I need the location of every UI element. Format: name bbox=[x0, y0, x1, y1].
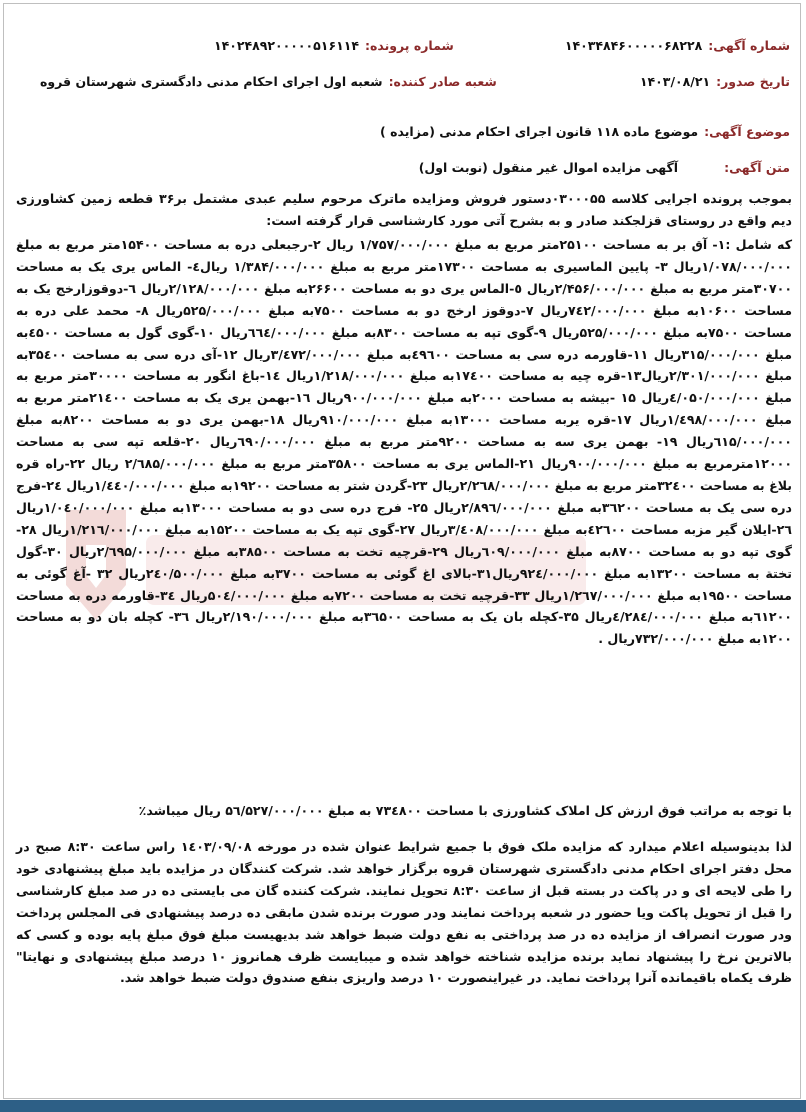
subject-row bbox=[380, 124, 790, 139]
text-label: متن آگهی: bbox=[724, 160, 790, 175]
parcels-paragraph: که شامل :۱- آق بر به مساحت ۲۵۱۰۰متر مربع به مبلغ ۱/۷۵۷/۰۰۰/۰۰۰ ریال ۲-رجبعلی دره به مساحت ۱۵۴۰۰متر مربع به مبلغ ۱/۰۷۸/۰۰۰/۰۰۰ریال ۳- پایین الماسیری به مساحت ۱۷۳۰۰متر مربع به مبلغ ۱/۳۸۴/۰۰۰/۰۰۰ ریال٤- الماس یری یک به مساحت ۳۰۷۰۰متر مربع به مبلغ ۲/۴۵۶/۰۰۰/۰۰۰ریال ٥-الماس یری دو به مساحت ۲۶۶۰۰به مبلغ ۲/۱۲۸/۰۰۰/۰۰۰ریال ٦-دوقوزارخج یک به مساحت ۱۰۶۰۰به مبلغ ۷٤۲/۰۰۰/۰۰۰ریال ۷-دوقوز ارخج دو به مساحت ۷۵۰۰به مبلغ ۵۲۵/۰۰۰/۰۰۰ریال ۸- محمد علی دره به مساحت ۷۵۰۰به مبلغ ۵۲۵/۰۰۰/۰۰۰ریال ۹-گوی تپه به مساحت ۸۳۰۰به مبلغ ٦٦٤/۰۰۰/۰۰۰ریال ۱۰-گوی گول به مساحت ٤۵۰۰به مبلغ ۳۱۵/۰۰۰/۰۰۰ریال ۱۱-قاورمه دره سی به مساحت ٤۹٦۰۰به مبلغ ۳/٤۷۲/۰۰۰/۰۰۰ریال ۱۲-آی دره سی به مساحت ۳۵٤۰۰به مبلغ ۲/۳۰۱/۰۰۰/۰۰۰ریال۱۳-قره چیه به مساحت ۱۷٤۰۰به مبلغ ۱/۲۱۸/۰۰۰/۰۰۰ریال ۱٤-باغ انگور به مساحت ۳۰۰۰۰متر مربع به مبلغ ٤/۰۵۰/۰۰۰/۰۰۰ریال ۱۵ -بیشه به مساحت ۲۰۰۰به مبلغ ۹۰۰/۰۰۰/۰۰۰ریال ۱٦-بهمن یری یک به مساحت ۲۱٤۰۰متر مربع به مبلغ ۱/٤۹۸/۰۰۰/۰۰۰ریال ۱۷-قره یربه مساحت ۱۳۰۰۰به مبلغ ۹۱۰/۰۰۰/۰۰۰ریال ۱۸-بهمن یری دو به مساحت ۸۲۰۰به مبلغ ٦۱۵/۰۰۰/۰۰۰ریال ۱۹- بهمن یری سه به مساحت ۹۲۰۰متر مربع به مبلغ ٦۹۰/۰۰۰/۰۰۰ریال ۲۰-قلعه تپه سی به مساحت ۱۲۰۰۰مترمربع به مبلغ ۹۰۰/۰۰۰/۰۰۰ریال ۲۱-الماس یری به مساحت ۳۵۸۰۰متر مربع به مبلغ ۲/٦۸۵/۰۰۰/۰۰۰ ریال ۲۲-راه قره بلاغ به مساحت ۳۲٤۰۰متر مربع به مبلغ ۲/۲٦۸/۰۰۰/۰۰۰ریال ۲۳-گردن شتر به مساحت ۱۹۲۰۰به مبلغ ۱/٤٤۰/۰۰۰/۰۰۰ریال ۲٤-فرج دره سی یک به مساحت ۳٦۲۰۰به مبلغ ۲/۸۹٦/۰۰۰/۰۰۰ریال ۲۵- فرج دره سی دو به مساحت ۱۳۰۰۰به مبلغ ۱/۰٤۰/۰۰۰/۰۰۰ریال ۲٦-ایلان گیر مزبه مساحت ٤۲٦۰۰به مبلغ ۳/٤۰۸/۰۰۰/۰۰۰ریال ۲۷-گوی تپه یک به مساحت ۱۵۲۰۰به مبلغ ۱/۲۱٦/۰۰۰/۰۰۰ریال ۲۸-گوی تپه دو به مساحت ۸۷۰۰به مبلغ ٦۰۹/۰۰۰/۰۰۰ریال ۲۹-قرچیه تخت به مساحت ۳۸۵۰۰به مبلغ ۲/٦۹۵/۰۰۰/۰۰۰ریال ۳۰-گول تختة به مساحت ۱۳۲۰۰به مبلغ ۹۲٤/۰۰۰/۰۰۰ریال۳۱-بالای اغ گوئی به مساحت ۳۷۰۰به مبلغ ۲٤۰/۵۰۰/۰۰۰ریال ۳۲ -آغ گوئی به مساحت ۱۹۵۰۰به مبلغ ۱/۲٦۷/۰۰۰/۰۰۰ریال ۳۳-قرچیه تخت به مساحت ۷۲۰۰به مبلغ ۵۰٤/۰۰۰/۰۰۰ریال ۳٤-قاورمه دره به مساحت ٦۱۲۰۰به مبلغ ٤/۲۸٤/۰۰۰/۰۰۰ریال ۳۵-کچله بان یک به مساحت ۳٦۵۰۰به مبلغ ۲/۱۹۰/۰۰۰/۰۰۰ریال ۳٦- کچله بان دو به مساحت ۱۲۰۰به مبلغ ۷۳۲/۰۰۰/۰۰۰ریال . bbox=[16, 237, 793, 647]
issue-date-label: تاریخ صدور: bbox=[716, 74, 790, 89]
issuer-row bbox=[40, 74, 497, 89]
issue-date-value: ۱۴۰۳/۰۸/۲۱ bbox=[639, 74, 711, 89]
bottom-bar bbox=[0, 1100, 806, 1112]
file-number-row bbox=[214, 38, 454, 53]
ad-number-row bbox=[565, 38, 790, 53]
subject-value: موضوع ماده ۱۱۸ قانون اجرای احکام مدنی (مزایده ) bbox=[380, 124, 699, 139]
issuer-label: شعبه صادر کننده: bbox=[388, 74, 497, 89]
auction-notice-paragraph: لذا بدینوسیله اعلام میدارد که مزایده ملک فوق با جمیع شرایط عنوان شده در مورخه ۱٤۰۳/۰۹/۰۸ راس ساعت ۸:۳۰ صبح در محل دفتر اجرای احکام مدنی دادگستری شهرستان قروه برگزار خواهد شد. شرکت کنندگان در مزایده باید مبلغ پیشنهادی خود را طی لایحه ای و در پاکت در بسته قبل از ساعت ۸:۳۰ تحویل نمایند. شرکت کننده گان می بایستی ده در صد مبلغ کارشناسی را قبل از تحویل پاکت ویا حضور در شعبه پرداخت نمایند ودر صورت برنده شدن مابقی ده درصد پیشنهادی فی المجلس پرداخت ودر صورت انصراف از مزایده ده در صد پرداختی به نفع دولت ضبط خواهد شد بدیهیست مبلغ فوق مبلغ پایه بوده و کسی که بالاترین نرخ را پیشنهاد نماید برنده مزایده شناخته خواهد شده و میبایست ظرف همانروز ۱۰ درصد مبلغ پیشنهادی و نهایتا" ظرف یکماه باقیمانده آنرا پرداخت نماید. در غیراینصورت ۱۰ درصد واریزی بنفع صندوق دولت ضبط خواهد شد. bbox=[16, 839, 792, 986]
issuer-value: شعبه اول اجرای احکام مدنی دادگستری شهرستان قروه bbox=[40, 74, 383, 89]
intro-paragraph: بموجب پرونده اجرایی کلاسه ۰۳۰۰۰۵۵دستور فروش ومزایده ماترک مرحوم سلیم عبدی مشتمل بر۳۶ قطعه زمین کشاورزی دیم واقع در روستای قزلجکند صادر و به بشرح آتی مورد کارشناسی قرار گرفته است: bbox=[16, 191, 792, 228]
subject-label: موضوع آگهی: bbox=[704, 124, 790, 139]
ad-number-value: ۱۴۰۳۴۸۴۶۰۰۰۰۰۶۸۲۲۸ bbox=[564, 38, 703, 53]
file-number-label: شماره پرونده: bbox=[364, 38, 454, 53]
ad-number-label: شماره آگهی: bbox=[708, 38, 790, 53]
total-value-paragraph: با توجه به مراتب فوق ارزش کل املاک کشاورزی با مساحت ۷۳٤۸۰۰ به مبلغ ۵٦/۵۲۷/۰۰۰/۰۰۰ ریال میباشد٪ bbox=[138, 803, 792, 818]
issue-date-row bbox=[640, 74, 790, 89]
ad-text-title: آگهی مزایده اموال غیر منقول (نوبت اول) bbox=[418, 160, 679, 175]
file-number-value: ۱۴۰۲۴۸۹۲۰۰۰۰۰۵۱۶۱۱۴ bbox=[214, 38, 359, 53]
text-title-row bbox=[419, 160, 790, 175]
